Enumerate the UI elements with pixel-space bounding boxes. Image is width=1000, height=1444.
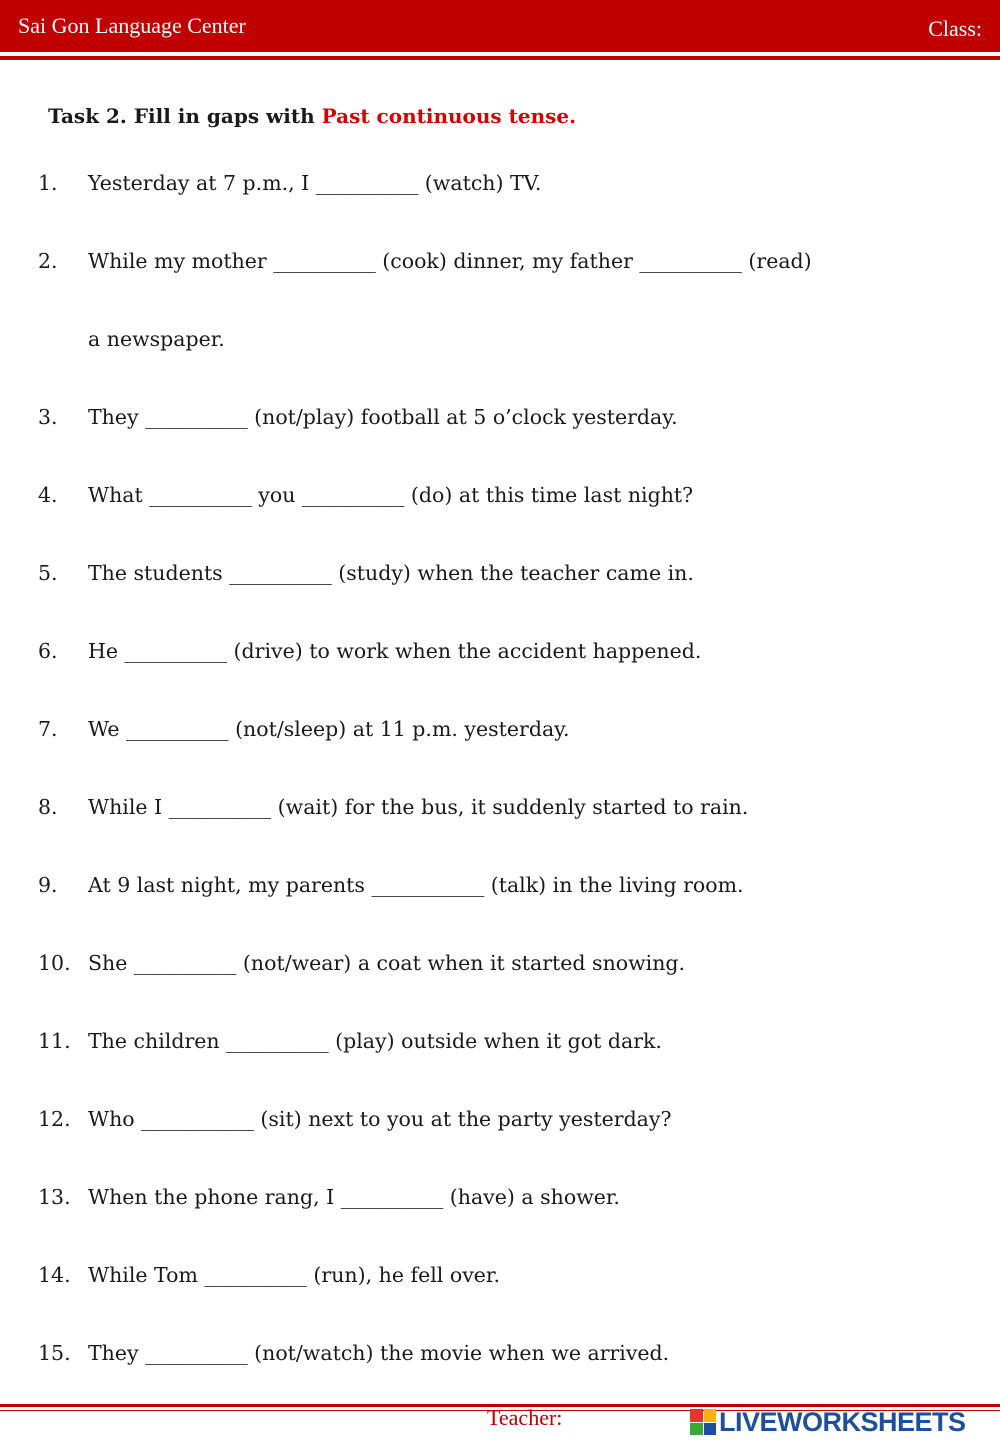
question-text[interactable]: He __________ (drive) to work when the accident happened. xyxy=(88,639,702,663)
task-title-accent: Past continuous tense. xyxy=(321,104,577,128)
question-number: 7. xyxy=(38,717,58,741)
question-number: 15. xyxy=(38,1341,71,1365)
task-title xyxy=(48,104,576,128)
task-title-prefix: Task 2. Fill in gaps with xyxy=(48,104,322,128)
question-item xyxy=(38,1100,983,1178)
question-item xyxy=(38,710,983,788)
question-item xyxy=(38,1256,983,1334)
liveworksheets-logo-text: LIVEWORKSHEETS xyxy=(719,1406,966,1437)
question-text[interactable]: They __________ (not/play) football at 5 o’clock yesterday. xyxy=(88,405,678,429)
question-number: 2. xyxy=(38,249,58,273)
logo-square-red xyxy=(690,1409,703,1422)
header-bar xyxy=(0,0,1000,52)
question-number: 3. xyxy=(38,405,58,429)
question-item xyxy=(38,632,983,710)
liveworksheets-logo[interactable] xyxy=(690,1404,966,1440)
question-item xyxy=(38,164,983,242)
class-label: Class: xyxy=(928,16,982,41)
question-item xyxy=(38,476,983,554)
question-text[interactable]: Who ___________ (sit) next to you at the party yesterday? xyxy=(88,1107,672,1131)
question-text[interactable]: While Tom __________ (run), he fell over. xyxy=(88,1263,500,1287)
question-number: 14. xyxy=(38,1263,71,1287)
question-number: 12. xyxy=(38,1107,71,1131)
question-item xyxy=(38,242,983,398)
question-number: 8. xyxy=(38,795,58,819)
question-text[interactable]: At 9 last night, my parents ___________ (talk) in the living room. xyxy=(88,873,744,897)
question-item xyxy=(38,788,983,866)
question-number: 13. xyxy=(38,1185,71,1209)
logo-square-blue xyxy=(704,1423,717,1436)
question-text[interactable]: She __________ (not/wear) a coat when it started snowing. xyxy=(88,951,686,975)
question-text[interactable]: The students __________ (study) when the teacher came in. xyxy=(88,561,694,585)
question-item xyxy=(38,866,983,944)
question-text[interactable]: While my mother __________ (cook) dinner, my father __________ (read) xyxy=(88,249,812,273)
logo-square-green xyxy=(690,1423,703,1436)
question-number: 5. xyxy=(38,561,58,585)
question-number: 10. xyxy=(38,951,71,975)
liveworksheets-logo-icon xyxy=(690,1409,716,1435)
question-text[interactable]: They __________ (not/watch) the movie when we arrived. xyxy=(88,1341,670,1365)
logo-square-yellow xyxy=(704,1409,717,1422)
question-item xyxy=(38,554,983,632)
question-text[interactable]: The children __________ (play) outside when it got dark. xyxy=(88,1029,662,1053)
question-text[interactable]: Yesterday at 7 p.m., I __________ (watch) TV. xyxy=(88,171,542,195)
question-number: 6. xyxy=(38,639,58,663)
question-item xyxy=(38,1334,983,1412)
question-text[interactable]: While I __________ (wait) for the bus, it suddenly started to rain. xyxy=(88,795,749,819)
question-text-continuation: a newspaper. xyxy=(88,327,225,351)
question-list xyxy=(38,164,983,1412)
center-name: Sai Gon Language Center xyxy=(18,13,246,38)
question-item xyxy=(38,1178,983,1256)
header-divider xyxy=(0,56,1000,60)
question-number: 4. xyxy=(38,483,58,507)
question-item xyxy=(38,944,983,1022)
question-item xyxy=(38,398,983,476)
question-number: 11. xyxy=(38,1029,71,1053)
question-text[interactable]: When the phone rang, I __________ (have) a shower. xyxy=(88,1185,620,1209)
question-number: 9. xyxy=(38,873,58,897)
question-text[interactable]: We __________ (not/sleep) at 11 p.m. yesterday. xyxy=(88,717,570,741)
question-text[interactable]: What __________ you __________ (do) at this time last night? xyxy=(88,483,694,507)
teacher-label: Teacher: xyxy=(487,1405,563,1430)
question-number: 1. xyxy=(38,171,58,195)
question-item xyxy=(38,1022,983,1100)
